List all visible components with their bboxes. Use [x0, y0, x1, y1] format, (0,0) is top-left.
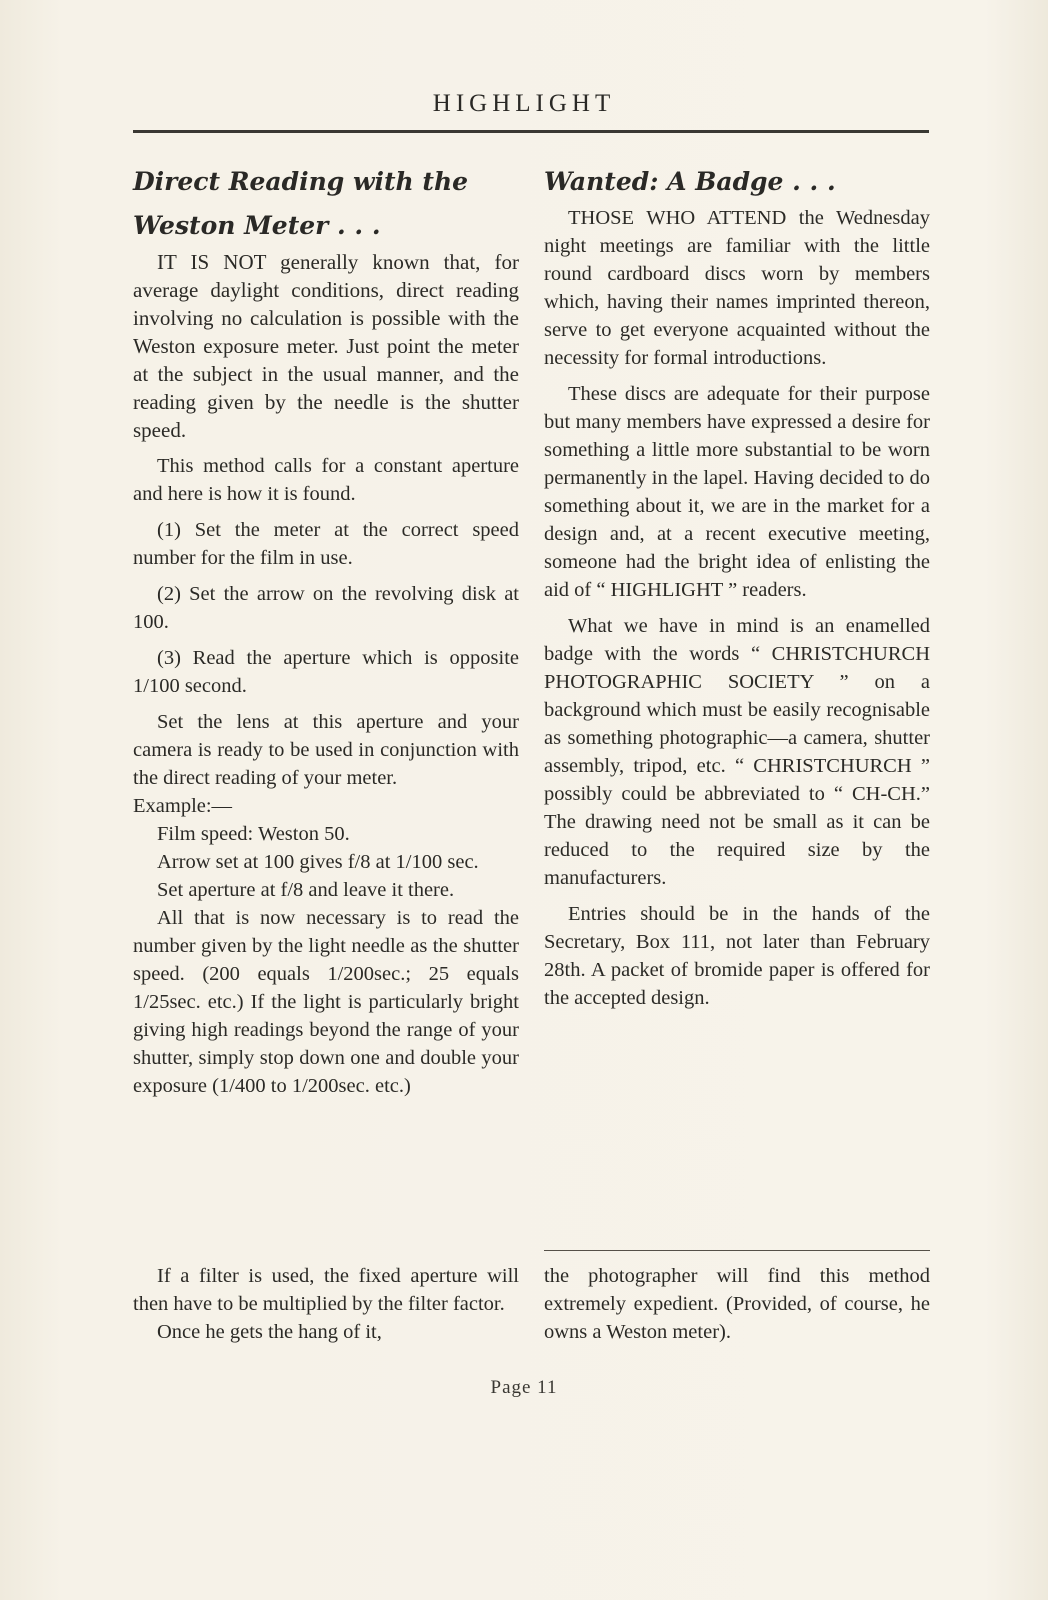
left-step: (1) Set the meter at the correct speed number for the film in use.	[133, 519, 519, 569]
masthead-rule	[133, 130, 929, 133]
continuation-text	[544, 1262, 930, 1346]
left-paragraph: IT IS NOT generally known that, for average daylight conditions, direct reading involving no calculation is possible with the Weston exposure meter. Just point the meter at the subject in the usual manner, and the reading given by the needle is the shutter speed.	[133, 250, 519, 442]
right-article	[544, 160, 930, 1020]
left-article	[133, 160, 519, 1108]
example-label: Example:—	[133, 795, 233, 817]
continuation-paragraph: the photographer will find this method extremely expedient. (Provided, of course, he owns a Weston meter).	[544, 1265, 930, 1343]
left-article-heading	[133, 160, 519, 248]
masthead-title: HIGHLIGHT	[432, 90, 616, 117]
page-number: Page 11	[490, 1377, 558, 1398]
right-paragraph: These discs are adequate for their purpose but many members have expressed a desire for something a little more substantial to be worn permanently in the lapel. Having decided to do something about it, we are in the market for a design and, at a recent executive meeting, someone had the bright idea of enlisting the aid of “ HIGHLIGHT ” readers.	[544, 383, 930, 601]
example-line: All that is now necessary is to read the number given by the light needle as the shutter speed. (200 equals 1/200sec.; 25 equals 1/25sec. etc.) If the light is particularly bright giving high readings beyond the range of your shutter, simply stop down one and double your exposure (1/400 to 1/200sec. etc.)	[133, 907, 519, 1097]
right-article-heading: Wanted: A Badge . . .	[544, 167, 836, 196]
left-paragraph: This method calls for a constant aperture and here is how it is found.	[133, 455, 519, 505]
example-line: Set aperture at f/8 and leave it there.	[157, 879, 455, 901]
left-heading-line2: Weston Meter . . .	[133, 211, 381, 240]
left-heading-line1: Direct Reading with the	[133, 167, 469, 196]
left-step: (3) Read the aperture which is opposite 1/100 second.	[133, 647, 519, 697]
left-paragraph: If a filter is used, the fixed aperture will then have to be multiplied by the filter factor.	[133, 1265, 519, 1315]
left-paragraph: Set the lens at this aperture and your camera is ready to be used in conjunction with the direct reading of your meter.	[133, 711, 519, 789]
left-step: (2) Set the arrow on the revolving disk at 100.	[133, 583, 519, 633]
right-paragraph: What we have in mind is an enamelled badge with the words “ CHRISTCHURCH PHOTOGRAPHIC SOCIETY ” on a background which must be easily recognisable as something photographic—a camera, shutter assembly, tripod, etc. “ CHRISTCHURCH ” possibly could be abbreviated to “ CH-CH.” The drawing need not be small as it can be reduced to the required size by the manufacturers.	[544, 615, 930, 889]
example-line: Film speed: Weston 50.	[157, 823, 350, 845]
example-line: Arrow set at 100 gives f/8 at 1/100 sec.	[157, 851, 479, 873]
left-paragraph: Once he gets the hang of it,	[157, 1321, 382, 1343]
section-divider	[544, 1250, 930, 1251]
right-paragraph: THOSE WHO ATTEND the Wednesday night meetings are familiar with the little round cardboard discs worn by members which, having their names imprinted thereon, serve to get everyone acquainted without the necessity for formal introductions.	[544, 207, 930, 369]
right-paragraph: Entries should be in the hands of the Secretary, Box 111, not later than February 28th. A packet of bromide paper is offered for the accepted design.	[544, 903, 930, 1009]
left-article-tail	[133, 1262, 519, 1346]
